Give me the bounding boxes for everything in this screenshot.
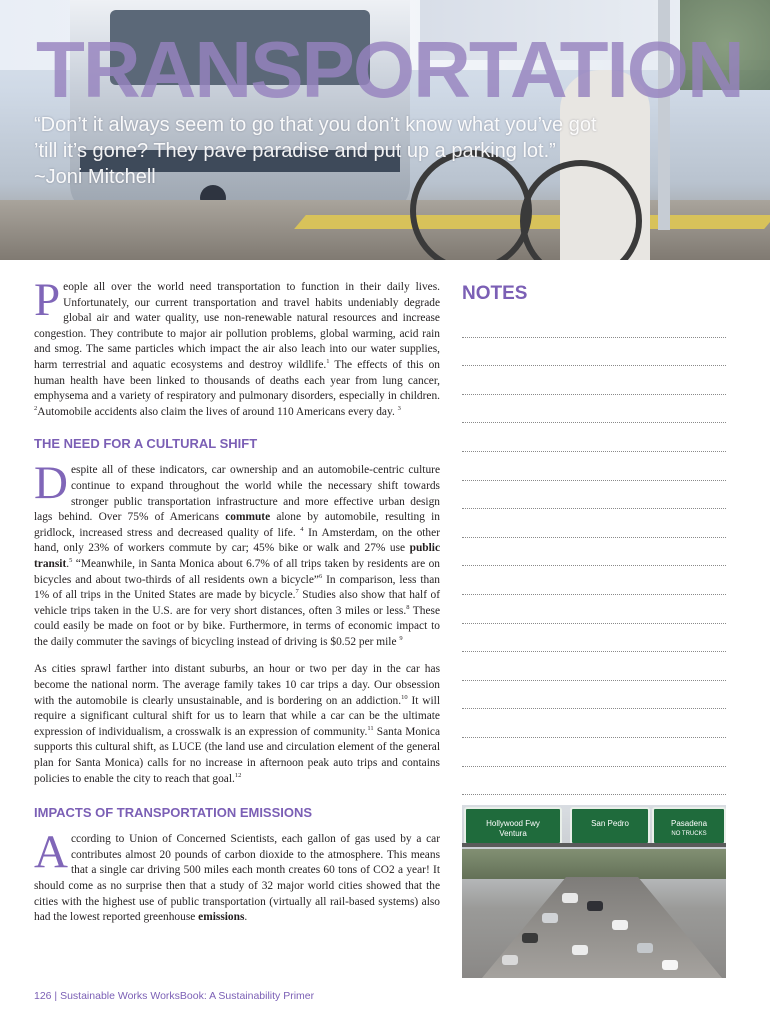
footnote-ref: 1 — [326, 358, 330, 366]
car-icon — [572, 945, 588, 955]
text-run: As cities sprawl farther into distant suburbs, an hour or two per day in the car has become the national norm. The average family takes 10 car trips a day. Our obsession with the automobile is clearly unsustainable, and is bordering on an addiction. — [34, 663, 440, 707]
text-run: These could easily be made on foot or by bike. Furthermore, in terms of economic impact to the daily commuter the savings of bicycling instead of driving is $0.52 per mile — [34, 604, 441, 648]
drop-cap: D — [34, 457, 68, 510]
section-heading-emissions: IMPACTS OF TRANSPORTATION EMISSIONS — [34, 805, 313, 821]
text-run: Automobile accidents also claim the lives of around 110 Americans every day. — [37, 405, 398, 418]
highway-photo — [462, 805, 726, 978]
footnote-ref: 9 — [399, 635, 403, 643]
note-line — [462, 738, 726, 767]
station-platform — [0, 200, 770, 260]
car-icon — [587, 901, 603, 911]
freeway-sign-hollywood — [464, 807, 562, 845]
drop-cap: P — [34, 274, 61, 326]
note-line — [462, 395, 726, 424]
car-icon — [522, 933, 538, 943]
text-run: alone by automobile, resulting in gridlock, increased stress and decreased quality of life. — [34, 511, 440, 539]
notes-title: NOTES — [462, 283, 528, 304]
note-line — [462, 452, 726, 481]
text-run: “Meanwhile, in Santa Monica about 6.7% of all trips taken by residents are on bicycles and about two-thirds of all residents own a bicycle” — [34, 557, 440, 586]
text-run: In Amsterdam, on the other hand, only 23% of workers commute by car; 45% bike or walk and 27% use — [34, 526, 440, 555]
roadside-trees — [462, 849, 726, 879]
notes-lines — [462, 309, 726, 795]
footnote-ref: 11 — [367, 725, 374, 733]
text-run: In comparison, less than 1% of all trips in the United States are made by bicycle. — [34, 573, 440, 602]
note-line — [462, 309, 726, 338]
text-run: Studies also show that half of vehicle trips taken in the U.S. are for very short distances, often 3 miles or less. — [34, 589, 440, 617]
footnote-ref: 8 — [406, 603, 410, 611]
car-icon — [502, 955, 518, 965]
text-run: ccording to Union of Concerned Scientists, each gallon of gas used by a car contributes almost 20 pounds of carbon dioxide to the atmosphere. This means that a single car driving 500 miles each month creates 60 tons of CO2 a year! It should come as no surprise then that a study of 32 major world cities showed that the cities with the highest use of public transportation (virtually all rail-based systems) also had the lowest reported greenhouse — [34, 833, 440, 924]
text-run: It will require a significant cultural shift for us to learn that while a car can be the ultimate expression of individualism, a crosswalk is an expression of community. — [34, 694, 441, 738]
sign-destination: Hollywood Fwy — [486, 819, 540, 828]
quote-attribution: ~Joni Mitchell — [34, 166, 156, 188]
main-column — [34, 274, 441, 926]
sign-destination: San Pedro — [591, 819, 629, 828]
footnote-ref: 3 — [397, 404, 401, 412]
notes-panel — [462, 283, 726, 795]
sign-gantry — [462, 843, 726, 847]
sign-text — [572, 819, 648, 829]
note-line — [462, 481, 726, 510]
page-title: TRANSPORTATION — [36, 25, 743, 114]
note-line — [462, 566, 726, 595]
text-run: Santa Monica supports this cultural shift, as LUCE (the land use and circulation element of the general plan for Santa Monica) calls for no increase in afternoon peak auto trips and contains policies to enable the city to reach that goal. — [34, 725, 441, 785]
section-heading-cultural-shift: THE NEED FOR A CULTURAL SHIFT — [34, 436, 258, 452]
sign-destination: Pasadena — [670, 819, 708, 828]
keyword-emissions: emissions — [198, 911, 245, 924]
cultural-shift-paragraph — [34, 457, 441, 650]
footnote-ref: 2 — [34, 404, 38, 412]
text-run: espite all of these indicators, car ownership and an automobile-centric culture continue to expand throughout the world while the necessary shift towards stronger public transportation infrastructure and more effective urban design lags behind. Over 75% of Americans — [34, 464, 440, 524]
note-line — [462, 538, 726, 567]
intro-paragraph — [34, 274, 440, 420]
keyword-commute: commute — [225, 511, 271, 524]
text-run: eople all over the world need transportation to function in their daily lives. Unfortunately, our current transportation and travel habits undeniably degrade global air and water quality, use non-renewable natural resources and increase congestion. They contribute to major air pollution problems, global warming, acid rain and smog. The same particles which impact the air also leach into our water supplies, harm terrestrial and aquatic ecosystems and destroy wildlife. — [34, 281, 440, 371]
car-icon — [612, 920, 628, 930]
note-line — [462, 509, 726, 538]
car-icon — [637, 943, 653, 953]
keyword-public-transit: public transit — [34, 542, 440, 570]
quote-line: “Don’t it always seem to go that you don’t know what you’ve got — [34, 114, 597, 136]
sign-text — [654, 819, 724, 839]
note-line — [462, 595, 726, 624]
footnote-ref: 12 — [234, 771, 242, 779]
emissions-paragraph — [34, 826, 440, 926]
note-line — [462, 423, 726, 452]
sign-notice: NO TRUCKS — [671, 831, 707, 837]
note-line — [462, 366, 726, 395]
car-icon — [562, 893, 578, 903]
car-icon — [542, 913, 558, 923]
note-line — [462, 709, 726, 738]
note-line — [462, 652, 726, 681]
note-line — [462, 681, 726, 710]
note-line — [462, 624, 726, 653]
text-run: The effects of this on human health have been linked to thousands of deaths each year from lung cancer, emphysema and a variety of respiratory and pulmonary disorders, especially in children. — [34, 358, 440, 403]
note-line — [462, 338, 726, 367]
footnote-ref: 10 — [401, 693, 408, 701]
sprawl-paragraph — [34, 662, 440, 787]
epigraph-quote — [34, 112, 724, 190]
drop-cap: A — [34, 826, 68, 879]
sign-text — [466, 819, 560, 839]
freeway-sign-san-pedro — [570, 807, 650, 845]
footnote-ref: 7 — [295, 588, 299, 596]
quote-line: ’till it’s gone? They pave paradise and put up a parking lot.” — [34, 140, 556, 162]
footnote-ref: 6 — [318, 572, 323, 580]
footnote-ref: 5 — [69, 557, 73, 565]
freeway-sign-pasadena — [652, 807, 726, 845]
text-run: . — [66, 557, 70, 570]
car-icon — [662, 960, 678, 970]
note-line — [462, 767, 726, 796]
sign-destination: Ventura — [499, 829, 527, 838]
footnote-ref: 4 — [300, 525, 304, 533]
text-run: . — [244, 911, 248, 924]
page-footer: 126 | Sustainable Works WorksBook: A Sustainability Primer — [34, 990, 315, 1002]
freeway-lanes — [482, 877, 722, 978]
